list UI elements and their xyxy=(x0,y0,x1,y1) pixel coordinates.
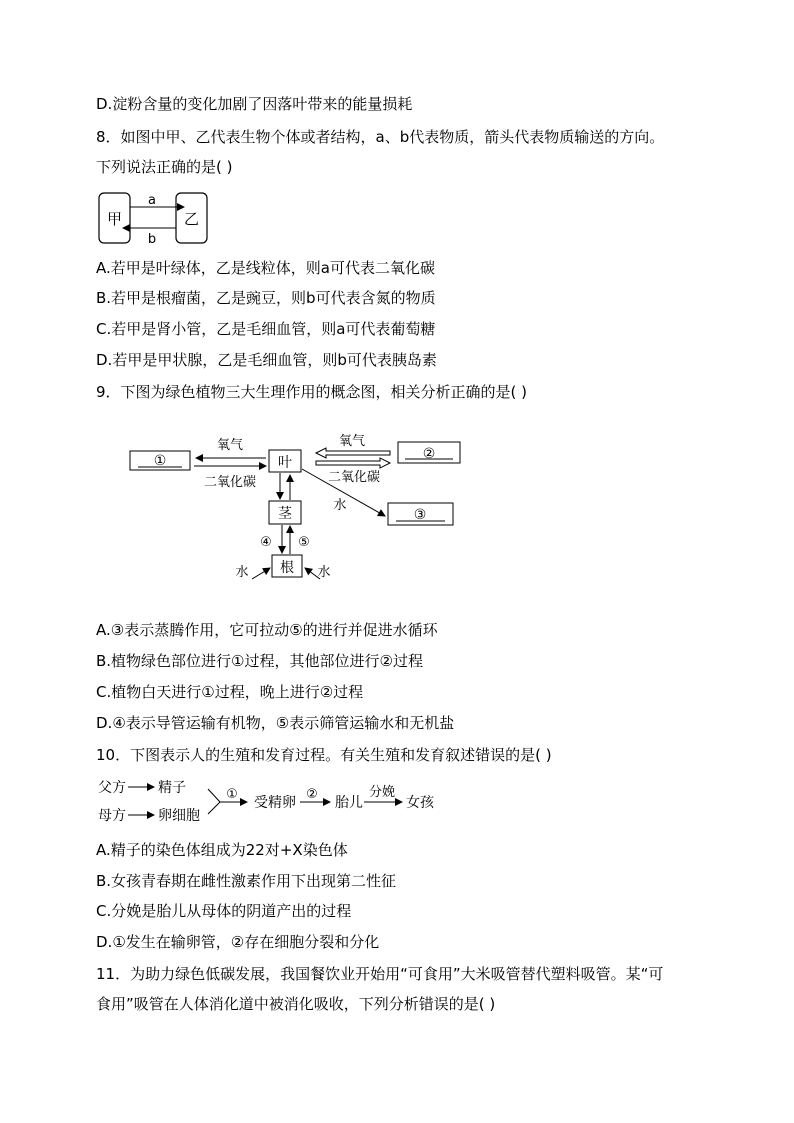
q9-stem-label: 茎 xyxy=(278,506,292,522)
q7-option-d: D.淀粉含量的变化加剧了因落叶带来的能量损耗 xyxy=(96,95,413,113)
q8-option-d: D.若甲是甲状腺，乙是毛细血管，则b可代表胰岛素 xyxy=(96,351,437,369)
q10-merge-bottom xyxy=(208,802,220,814)
q8-stem-line2: 下列说法正确的是( ) xyxy=(96,158,233,176)
q9-root-label: 根 xyxy=(280,560,294,576)
q10-stem: 10．下图表示人的生殖和发育过程。有关生殖和发育叙述错误的是( ) xyxy=(96,746,552,764)
q10-diagram xyxy=(96,776,456,830)
q8-stem-line1: 8．如图中甲、乙代表生物个体或者结构，a、b代表物质，箭头代表物质输送的方向。 xyxy=(96,128,665,146)
q10-girl: 女孩 xyxy=(406,795,434,811)
q10-option-b: B.女孩青春期在雌性激素作用下出现第二性征 xyxy=(96,872,397,890)
q9-water-leaf: 水 xyxy=(333,498,347,513)
q8-diagram xyxy=(96,190,216,250)
q9-water-root-left: 水 xyxy=(235,565,249,580)
q9-arrow-water-root-left xyxy=(252,568,270,579)
q11-stem-line2: 食用”吸管在人体消化道中被消化吸收，下列分析错误的是( ) xyxy=(96,995,496,1013)
q10-option-a: A.精子的染色体组成为22对+X染色体 xyxy=(96,841,348,859)
q9-box3-label: ③ xyxy=(413,507,427,523)
q10-birth: 分娩 xyxy=(368,785,396,800)
q9-option-d: D.④表示导管运输有机物，⑤表示筛管运输水和无机盐 xyxy=(96,714,455,732)
q9-leaf-label: 叶 xyxy=(278,455,292,471)
q9-arrow-co2-right xyxy=(316,458,390,468)
q9-arrow-oxygen-right xyxy=(316,448,390,458)
q9-label5: ⑤ xyxy=(298,535,310,550)
q9-water-root-right: 水 xyxy=(317,565,331,580)
q10-egg: 卵细胞 xyxy=(158,808,200,824)
q9-oxygen-left: 氧气 xyxy=(216,438,244,453)
q9-box1-label: ① xyxy=(153,453,167,469)
q9-co2-right: 二氧化碳 xyxy=(327,470,381,485)
q10-mother: 母方 xyxy=(98,808,126,824)
q10-step1: ① xyxy=(226,787,238,802)
q8-label-b: b xyxy=(147,232,157,247)
q9-stem: 9．下图为绿色植物三大生理作用的概念图，相关分析正确的是( ) xyxy=(96,383,528,401)
q9-option-a: A.③表示蒸腾作用，它可拉动⑤的进行并促进水循环 xyxy=(96,621,438,639)
q9-option-b: B.植物绿色部位进行①过程，其他部位进行②过程 xyxy=(96,652,423,670)
q8-option-b: B.若甲是根瘤菌，乙是豌豆，则b可代表含氮的物质 xyxy=(96,289,436,307)
q9-box2-label: ② xyxy=(422,446,436,462)
q10-option-c: C.分娩是胎儿从母体的阴道产出的过程 xyxy=(96,902,352,920)
q8-option-a: A.若甲是叶绿体，乙是线粒体，则a可代表二氧化碳 xyxy=(96,259,435,277)
q10-fetus: 胎儿 xyxy=(335,795,363,811)
q10-zygote: 受精卵 xyxy=(254,795,296,811)
q9-option-c: C.植物白天进行①过程，晚上进行②过程 xyxy=(96,683,364,701)
q8-label-jia: 甲 xyxy=(106,210,123,228)
q10-father: 父方 xyxy=(98,780,126,796)
q8-option-c: C.若甲是肾小管，乙是毛细血管，则a可代表葡萄糖 xyxy=(96,320,436,338)
q10-sperm: 精子 xyxy=(158,780,186,796)
q8-label-a: a xyxy=(148,193,156,208)
q9-diagram xyxy=(120,425,470,585)
q10-merge-top xyxy=(208,789,220,802)
q9-co2-left: 二氧化碳 xyxy=(203,475,257,490)
q9-label4: ④ xyxy=(260,535,272,550)
q10-option-d: D.①发生在输卵管，②存在细胞分裂和分化 xyxy=(96,933,380,951)
q8-label-yi: 乙 xyxy=(183,210,200,228)
q9-oxygen-right: 氧气 xyxy=(338,434,366,449)
q10-step2: ② xyxy=(306,787,318,802)
q11-stem-line1: 11．为助力绿色低碳发展，我国餐饮业开始用“可食用”大米吸管替代塑料吸管。某“可 xyxy=(96,965,664,983)
